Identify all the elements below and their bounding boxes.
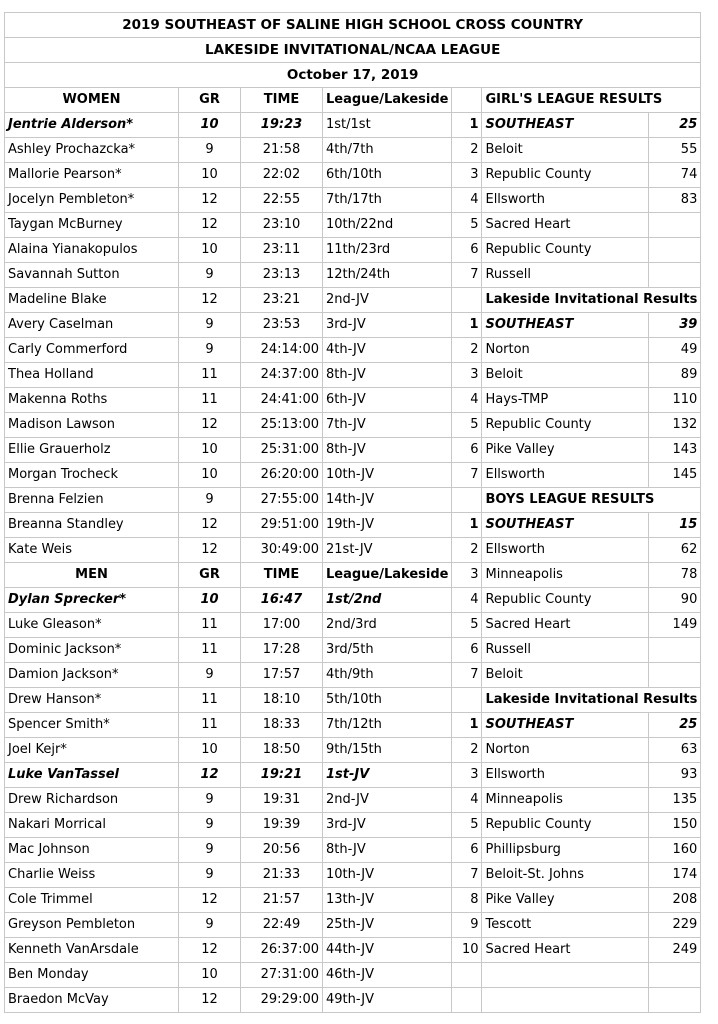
runner-name: Drew Hanson* [5, 688, 179, 713]
league-lakeside-place: 46th-JV [323, 963, 452, 988]
grade: 10 [179, 738, 241, 763]
table-row [5, 488, 701, 513]
team-place: 6 [452, 238, 482, 263]
team-score [649, 963, 701, 988]
finish-time: 25:31:00 [241, 438, 323, 463]
team-place: 2 [452, 338, 482, 363]
team-name: Phillipsburg [482, 838, 649, 863]
team-name: BOYS LEAGUE RESULTS [482, 488, 701, 513]
finish-time: 22:49 [241, 913, 323, 938]
team-score: 15 [649, 513, 701, 538]
team-place: 2 [452, 138, 482, 163]
finish-time: 19:39 [241, 813, 323, 838]
grade: 12 [179, 413, 241, 438]
runner-name: Charlie Weiss [5, 863, 179, 888]
team-place: 1 [452, 113, 482, 138]
team-score: 150 [649, 813, 701, 838]
team-name: Norton [482, 338, 649, 363]
team-name: Pike Valley [482, 438, 649, 463]
table-row [5, 863, 701, 888]
runner-name: Spencer Smith* [5, 713, 179, 738]
team-score: 249 [649, 938, 701, 963]
finish-time: 24:41:00 [241, 388, 323, 413]
runner-name: Brenna Felzien [5, 488, 179, 513]
runner-name: Luke Gleason* [5, 613, 179, 638]
table-row [5, 763, 701, 788]
grade: 10 [179, 438, 241, 463]
runner-name: Cole Trimmel [5, 888, 179, 913]
table-row [5, 788, 701, 813]
league-lakeside-place: 4th/9th [323, 663, 452, 688]
runner-name: Carly Commerford [5, 338, 179, 363]
team-score: 160 [649, 838, 701, 863]
grade: 9 [179, 313, 241, 338]
league-lakeside-place: 19th-JV [323, 513, 452, 538]
team-place: 2 [452, 738, 482, 763]
finish-time: 19:21 [241, 763, 323, 788]
table-row [5, 313, 701, 338]
finish-time: 30:49:00 [241, 538, 323, 563]
table-row [5, 438, 701, 463]
team-name: Beloit [482, 138, 649, 163]
finish-time: 26:20:00 [241, 463, 323, 488]
table-row [5, 188, 701, 213]
team-score: 39 [649, 313, 701, 338]
team-place: 4 [452, 788, 482, 813]
team-name: Sacred Heart [482, 613, 649, 638]
table-row [5, 988, 701, 1013]
finish-time: 20:56 [241, 838, 323, 863]
team-score: 229 [649, 913, 701, 938]
team-score: 63 [649, 738, 701, 763]
team-score: 110 [649, 388, 701, 413]
league-lakeside-place: 8th-JV [323, 838, 452, 863]
finish-time: 18:10 [241, 688, 323, 713]
table-row [5, 713, 701, 738]
grade: 12 [179, 888, 241, 913]
team-score: 49 [649, 338, 701, 363]
title-row [5, 13, 701, 38]
team-place: 8 [452, 888, 482, 913]
team-place: 3 [452, 363, 482, 388]
grade: 11 [179, 388, 241, 413]
team-place [452, 88, 482, 113]
finish-time: 29:51:00 [241, 513, 323, 538]
team-name [482, 963, 649, 988]
team-place: 6 [452, 638, 482, 663]
runner-name: Avery Caselman [5, 313, 179, 338]
team-name: Ellsworth [482, 763, 649, 788]
finish-time: 17:28 [241, 638, 323, 663]
grade: 10 [179, 463, 241, 488]
league-lakeside-place: 10th-JV [323, 463, 452, 488]
team-place: 5 [452, 213, 482, 238]
grade: 9 [179, 813, 241, 838]
league-lakeside-place: 5th/10th [323, 688, 452, 713]
league-lakeside-place: 2nd-JV [323, 288, 452, 313]
team-name: Beloit [482, 663, 649, 688]
team-name: Beloit [482, 363, 649, 388]
grade: 12 [179, 763, 241, 788]
document-title: 2019 SOUTHEAST OF SALINE HIGH SCHOOL CROSS COUNTRY [5, 13, 701, 38]
table-row [5, 513, 701, 538]
header-row [5, 563, 701, 588]
team-score [649, 988, 701, 1013]
team-score: 74 [649, 163, 701, 188]
league-lakeside-place: 11th/23rd [323, 238, 452, 263]
finish-time: 21:57 [241, 888, 323, 913]
team-place: 6 [452, 838, 482, 863]
team-place [452, 988, 482, 1013]
runner-name: WOMEN [5, 88, 179, 113]
team-place [452, 688, 482, 713]
team-name: Minneapolis [482, 563, 649, 588]
league-lakeside-place: 3rd/5th [323, 638, 452, 663]
team-name [482, 988, 649, 1013]
runner-name: Madeline Blake [5, 288, 179, 313]
meet-name: LAKESIDE INVITATIONAL/NCAA LEAGUE [5, 38, 701, 63]
team-place: 9 [452, 913, 482, 938]
league-lakeside-place: 7th-JV [323, 413, 452, 438]
table-row [5, 213, 701, 238]
league-lakeside-place: 1st/2nd [323, 588, 452, 613]
grade: 9 [179, 663, 241, 688]
grade: GR [179, 563, 241, 588]
team-name: Lakeside Invitational Results [482, 288, 701, 313]
subtitle-row [5, 38, 701, 63]
finish-time: 17:00 [241, 613, 323, 638]
finish-time: 18:50 [241, 738, 323, 763]
table-row [5, 138, 701, 163]
team-score [649, 213, 701, 238]
runner-name: Joel Kejr* [5, 738, 179, 763]
team-score [649, 238, 701, 263]
league-lakeside-place: 6th-JV [323, 388, 452, 413]
finish-time: 22:55 [241, 188, 323, 213]
league-lakeside-place: 2nd-JV [323, 788, 452, 813]
team-place: 5 [452, 613, 482, 638]
runner-name: Nakari Morrical [5, 813, 179, 838]
table-row [5, 613, 701, 638]
team-score: 78 [649, 563, 701, 588]
team-place: 4 [452, 188, 482, 213]
team-place: 7 [452, 463, 482, 488]
table-row [5, 738, 701, 763]
runner-name: Breanna Standley [5, 513, 179, 538]
team-score: 143 [649, 438, 701, 463]
grade: 9 [179, 788, 241, 813]
runner-name: Ashley Prochazcka* [5, 138, 179, 163]
team-name: Sacred Heart [482, 213, 649, 238]
team-name: Norton [482, 738, 649, 763]
finish-time: 27:55:00 [241, 488, 323, 513]
team-name: Minneapolis [482, 788, 649, 813]
runner-name: Savannah Sutton [5, 263, 179, 288]
grade: 9 [179, 913, 241, 938]
team-name: Tescott [482, 913, 649, 938]
grade: 12 [179, 538, 241, 563]
finish-time: 23:11 [241, 238, 323, 263]
team-place: 5 [452, 413, 482, 438]
finish-time: 23:21 [241, 288, 323, 313]
table-row [5, 538, 701, 563]
runner-name: Mac Johnson [5, 838, 179, 863]
league-lakeside-place: 10th/22nd [323, 213, 452, 238]
team-name: Beloit-St. Johns [482, 863, 649, 888]
grade: 12 [179, 188, 241, 213]
team-score [649, 263, 701, 288]
grade: 10 [179, 963, 241, 988]
table-row [5, 838, 701, 863]
team-name: Ellsworth [482, 538, 649, 563]
league-lakeside-place: 10th-JV [323, 863, 452, 888]
finish-time: 19:31 [241, 788, 323, 813]
league-lakeside-place: 44th-JV [323, 938, 452, 963]
header-row [5, 88, 701, 113]
runner-name: Alaina Yianakopulos [5, 238, 179, 263]
table-row [5, 888, 701, 913]
team-score [649, 638, 701, 663]
table-row [5, 913, 701, 938]
team-score [649, 663, 701, 688]
finish-time: 22:02 [241, 163, 323, 188]
league-lakeside-place: 49th-JV [323, 988, 452, 1013]
team-name: SOUTHEAST [482, 513, 649, 538]
table-row [5, 238, 701, 263]
team-name: SOUTHEAST [482, 313, 649, 338]
team-score: 135 [649, 788, 701, 813]
runner-name: Makenna Roths [5, 388, 179, 413]
table-row [5, 113, 701, 138]
league-lakeside-place: 14th-JV [323, 488, 452, 513]
team-score: 132 [649, 413, 701, 438]
grade: 11 [179, 363, 241, 388]
team-name: SOUTHEAST [482, 113, 649, 138]
league-lakeside-place: 8th-JV [323, 438, 452, 463]
league-lakeside-place: 8th-JV [323, 363, 452, 388]
grade: GR [179, 88, 241, 113]
finish-time: 27:31:00 [241, 963, 323, 988]
team-score: 174 [649, 863, 701, 888]
league-lakeside-place: 4th-JV [323, 338, 452, 363]
team-place: 1 [452, 513, 482, 538]
team-place: 3 [452, 163, 482, 188]
team-place: 4 [452, 388, 482, 413]
team-place [452, 488, 482, 513]
table-row [5, 338, 701, 363]
team-place: 1 [452, 713, 482, 738]
team-place: 4 [452, 588, 482, 613]
league-lakeside-place: 21st-JV [323, 538, 452, 563]
team-name: Republic County [482, 413, 649, 438]
grade: 11 [179, 638, 241, 663]
finish-time: 19:23 [241, 113, 323, 138]
runner-name: Thea Holland [5, 363, 179, 388]
team-name: Republic County [482, 238, 649, 263]
team-score: 93 [649, 763, 701, 788]
table-row [5, 688, 701, 713]
finish-time: 21:58 [241, 138, 323, 163]
team-score: 208 [649, 888, 701, 913]
runner-name: Dominic Jackson* [5, 638, 179, 663]
team-place: 3 [452, 763, 482, 788]
team-name: Sacred Heart [482, 938, 649, 963]
team-place: 7 [452, 263, 482, 288]
runner-name: Jocelyn Pembleton* [5, 188, 179, 213]
finish-time: 23:13 [241, 263, 323, 288]
league-lakeside-place: League/Lakeside [323, 88, 452, 113]
grade: 11 [179, 713, 241, 738]
team-score: 149 [649, 613, 701, 638]
team-name: Republic County [482, 588, 649, 613]
grade: 9 [179, 138, 241, 163]
runner-name: Mallorie Pearson* [5, 163, 179, 188]
grade: 9 [179, 263, 241, 288]
grade: 12 [179, 513, 241, 538]
finish-time: 26:37:00 [241, 938, 323, 963]
team-name: Republic County [482, 163, 649, 188]
table-row [5, 638, 701, 663]
grade: 9 [179, 838, 241, 863]
grade: 10 [179, 588, 241, 613]
league-lakeside-place: 4th/7th [323, 138, 452, 163]
league-lakeside-place: 1st/1st [323, 113, 452, 138]
team-place [452, 288, 482, 313]
grade: 11 [179, 688, 241, 713]
grade: 11 [179, 613, 241, 638]
finish-time: 18:33 [241, 713, 323, 738]
grade: 10 [179, 113, 241, 138]
league-lakeside-place: 7th/12th [323, 713, 452, 738]
team-score: 89 [649, 363, 701, 388]
league-lakeside-place: 13th-JV [323, 888, 452, 913]
team-name: Russell [482, 263, 649, 288]
finish-time: 25:13:00 [241, 413, 323, 438]
league-lakeside-place: 3rd-JV [323, 813, 452, 838]
finish-time: 24:37:00 [241, 363, 323, 388]
league-lakeside-place: 7th/17th [323, 188, 452, 213]
league-lakeside-place: 6th/10th [323, 163, 452, 188]
team-score: 55 [649, 138, 701, 163]
table-row [5, 288, 701, 313]
team-score: 62 [649, 538, 701, 563]
team-name: Russell [482, 638, 649, 663]
runner-name: Madison Lawson [5, 413, 179, 438]
runner-name: Dylan Sprecker* [5, 588, 179, 613]
finish-time: 24:14:00 [241, 338, 323, 363]
runner-name: Ellie Grauerholz [5, 438, 179, 463]
grade: 9 [179, 488, 241, 513]
league-lakeside-place: 3rd-JV [323, 313, 452, 338]
league-lakeside-place: 9th/15th [323, 738, 452, 763]
table-row [5, 263, 701, 288]
team-name: SOUTHEAST [482, 713, 649, 738]
finish-time: 16:47 [241, 588, 323, 613]
runner-name: Ben Monday [5, 963, 179, 988]
grade: 12 [179, 988, 241, 1013]
team-place: 10 [452, 938, 482, 963]
grade: 12 [179, 938, 241, 963]
league-lakeside-place: 25th-JV [323, 913, 452, 938]
grade: 12 [179, 213, 241, 238]
runner-name: Braedon McVay [5, 988, 179, 1013]
date-row [5, 63, 701, 88]
team-score: 90 [649, 588, 701, 613]
grade: 9 [179, 863, 241, 888]
finish-time: 29:29:00 [241, 988, 323, 1013]
table-row [5, 463, 701, 488]
league-lakeside-place: 12th/24th [323, 263, 452, 288]
team-score: 145 [649, 463, 701, 488]
team-place: 5 [452, 813, 482, 838]
team-name: Republic County [482, 813, 649, 838]
team-place: 6 [452, 438, 482, 463]
team-place: 1 [452, 313, 482, 338]
grade: 12 [179, 288, 241, 313]
team-name: Hays-TMP [482, 388, 649, 413]
table-row [5, 663, 701, 688]
team-name: Pike Valley [482, 888, 649, 913]
table-row [5, 388, 701, 413]
team-score: 83 [649, 188, 701, 213]
table-row [5, 588, 701, 613]
runner-name: Kate Weis [5, 538, 179, 563]
table-row [5, 413, 701, 438]
runner-name: MEN [5, 563, 179, 588]
team-name: GIRL'S LEAGUE RESULTS [482, 88, 701, 113]
league-lakeside-place: 1st-JV [323, 763, 452, 788]
runner-name: Greyson Pembleton [5, 913, 179, 938]
runner-name: Morgan Trocheck [5, 463, 179, 488]
meet-date: October 17, 2019 [5, 63, 701, 88]
finish-time: 21:33 [241, 863, 323, 888]
table-row [5, 938, 701, 963]
grade: 10 [179, 163, 241, 188]
team-place: 7 [452, 663, 482, 688]
team-score: 25 [649, 113, 701, 138]
finish-time: TIME [241, 563, 323, 588]
runner-name: Drew Richardson [5, 788, 179, 813]
team-place: 7 [452, 863, 482, 888]
team-name: Ellsworth [482, 188, 649, 213]
team-place [452, 963, 482, 988]
grade: 9 [179, 338, 241, 363]
team-name: Lakeside Invitational Results [482, 688, 701, 713]
results-table [4, 12, 701, 1013]
finish-time: 23:10 [241, 213, 323, 238]
grade: 10 [179, 238, 241, 263]
table-row [5, 363, 701, 388]
team-score: 25 [649, 713, 701, 738]
table-row [5, 963, 701, 988]
finish-time: 23:53 [241, 313, 323, 338]
runner-name: Taygan McBurney [5, 213, 179, 238]
runner-name: Jentrie Alderson* [5, 113, 179, 138]
finish-time: TIME [241, 88, 323, 113]
runner-name: Luke VanTassel [5, 763, 179, 788]
team-name: Ellsworth [482, 463, 649, 488]
league-lakeside-place: League/Lakeside [323, 563, 452, 588]
runner-name: Damion Jackson* [5, 663, 179, 688]
table-row [5, 163, 701, 188]
table-row [5, 813, 701, 838]
runner-name: Kenneth VanArsdale [5, 938, 179, 963]
league-lakeside-place: 2nd/3rd [323, 613, 452, 638]
finish-time: 17:57 [241, 663, 323, 688]
team-place: 3 [452, 563, 482, 588]
team-place: 2 [452, 538, 482, 563]
